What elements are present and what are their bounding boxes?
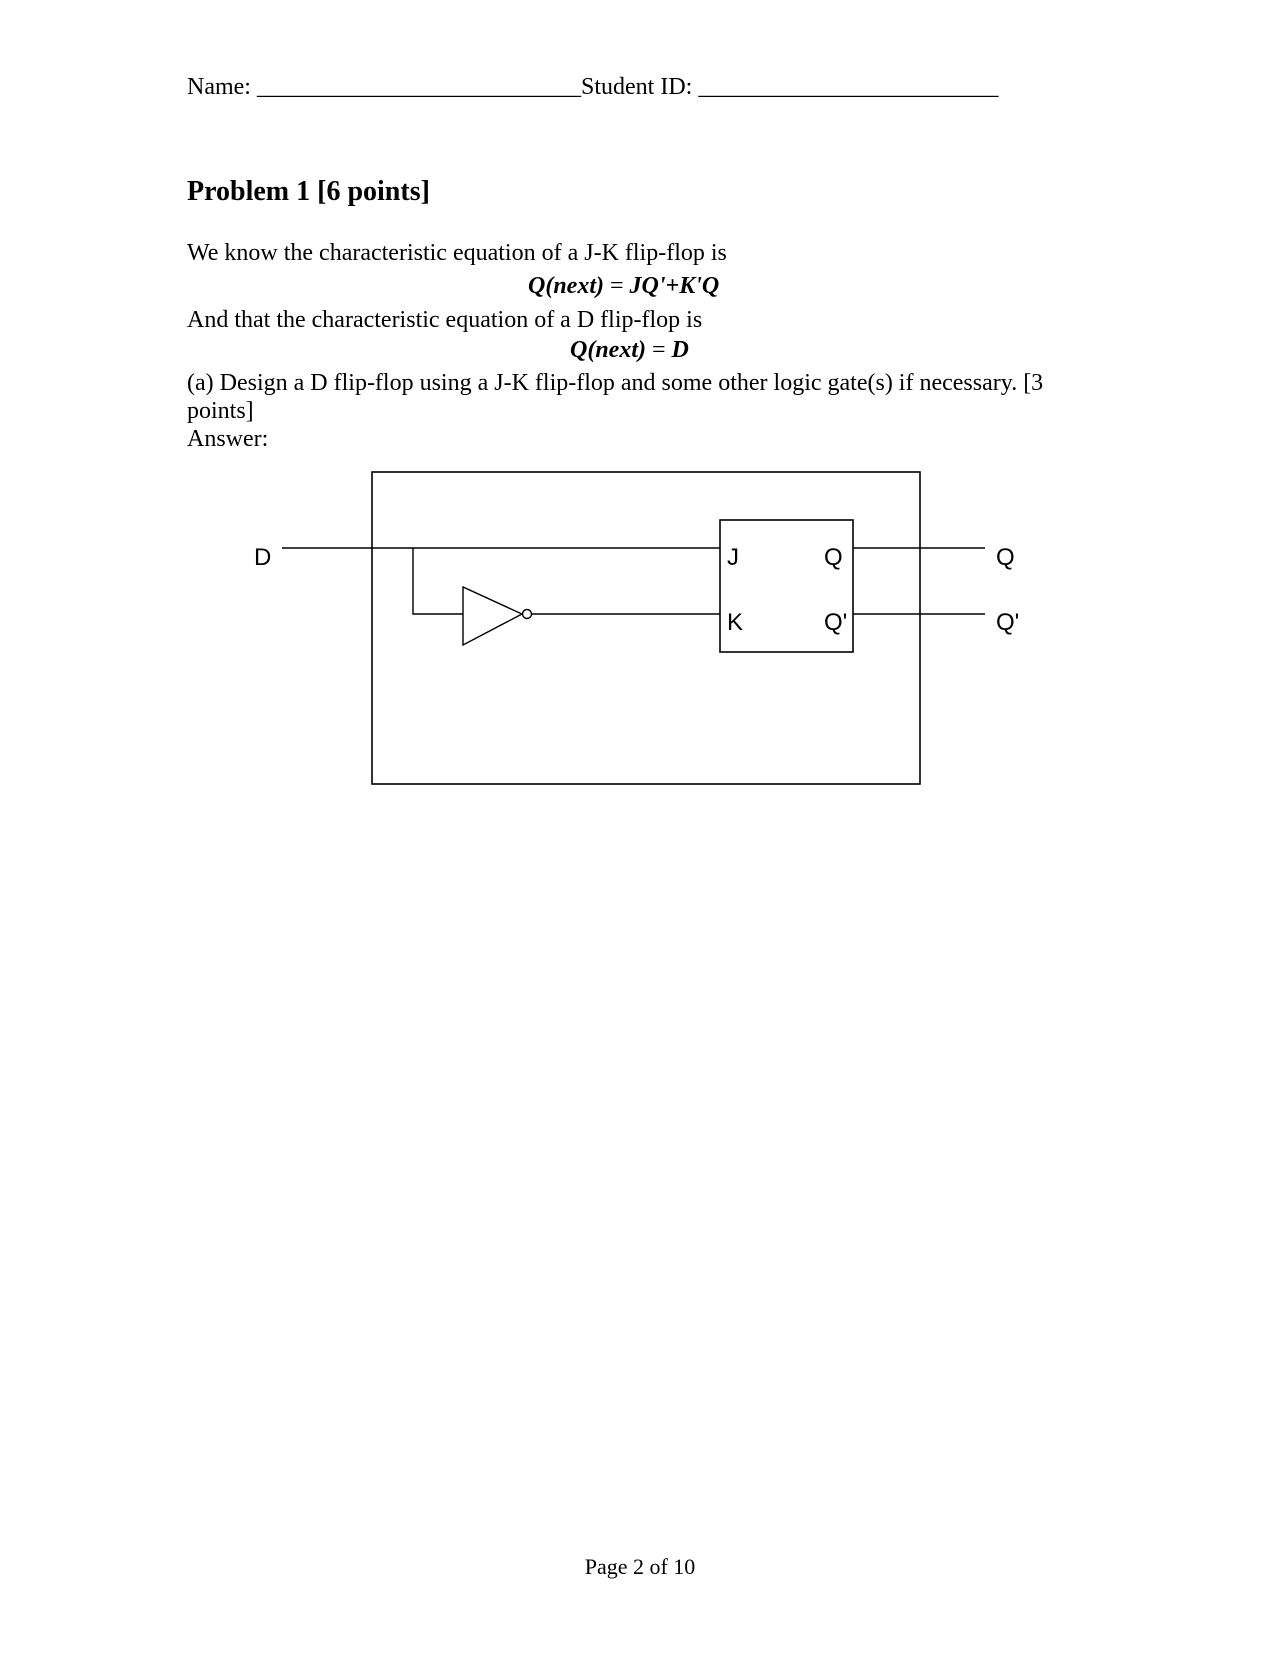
jk-equation-lhs: Q(next) bbox=[528, 273, 604, 299]
inverter-gate bbox=[463, 587, 522, 645]
inverter-branch-wire bbox=[413, 548, 463, 614]
output-label-q-bar: Q' bbox=[996, 609, 1020, 636]
intro-jk-text: We know the characteristic equation of a J-K flip-flop is bbox=[187, 240, 727, 266]
answer-label: Answer: bbox=[187, 426, 269, 452]
circuit-diagram bbox=[240, 468, 1040, 798]
intro-d-text: And that the characteristic equation of a D flip-flop is bbox=[187, 307, 703, 333]
part-a-text-line2: points] bbox=[187, 398, 254, 424]
input-label-d: D bbox=[254, 544, 272, 571]
pin-label-q: Q bbox=[824, 544, 843, 571]
pin-label-j: J bbox=[727, 544, 739, 571]
d-equation bbox=[570, 337, 689, 364]
jk-equation-rhs: JQ'+K'Q bbox=[629, 273, 720, 299]
d-equation-lhs: Q(next) bbox=[570, 337, 646, 363]
name-label: Name: bbox=[187, 74, 257, 100]
header-line bbox=[187, 74, 998, 101]
inverter-bubble bbox=[523, 610, 532, 619]
student-id-label: Student ID: bbox=[580, 74, 699, 100]
pin-label-k: K bbox=[727, 609, 744, 636]
d-equation-rhs: D bbox=[671, 337, 689, 363]
part-a-text-line1: (a) Design a D flip-flop using a J-K flip-flop and some other logic gate(s) if necessary. [3 bbox=[187, 370, 1044, 396]
pin-label-q-bar: Q' bbox=[824, 609, 848, 636]
name-blank: ___________________________ bbox=[256, 74, 581, 100]
jk-equation-operator: = bbox=[603, 273, 630, 299]
student-id-blank: _________________________ bbox=[698, 74, 999, 100]
jk-equation bbox=[528, 273, 719, 300]
page-number: Page 2 of 10 bbox=[584, 1554, 696, 1579]
d-equation-operator: = bbox=[645, 337, 672, 363]
problem-title: Problem 1 [6 points] bbox=[187, 176, 430, 207]
output-label-q: Q bbox=[996, 544, 1015, 571]
